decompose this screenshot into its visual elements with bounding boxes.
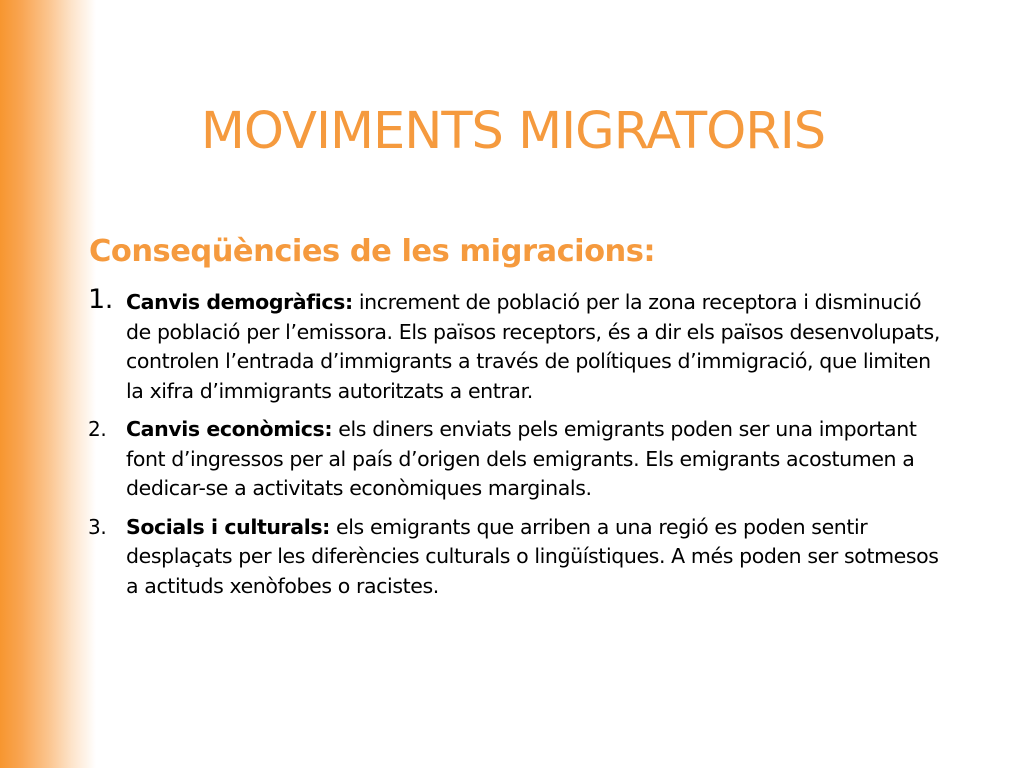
slide-title: MOVIMENTS MIGRATORIS — [200, 102, 826, 161]
list-item-number: 3. — [88, 514, 107, 539]
list-item-text: els diners enviats pels emigrants poden ser una important font d’ingressos per al país d’origen dels emigrants. Els emigrants acostumen a dedicar-se a activitats econòmiques marginals. — [126, 417, 917, 500]
list-item-lead: Canvis demogràfics: — [126, 290, 353, 314]
left-gradient-bar — [0, 0, 96, 768]
list-item-text: els emigrants que arriben a una regió es poden sentir desplaçats per les diferències culturals o lingüístiques. A més poden ser sotmesos a actituds xenòfobes o racistes. — [126, 514, 939, 598]
list-item-demographic — [86, 284, 946, 406]
consequences-list — [86, 284, 946, 610]
list-item-lead: Socials i culturals: — [126, 514, 330, 539]
list-item-economic — [86, 415, 946, 504]
list-item-number: 2. — [88, 417, 107, 441]
list-item-text: increment de població per la zona receptora i disminució de població per l’emissora. Els països receptors, és a dir els països desenvolupats, controlen l’entrada d’immigrants a través de polítiques d’immigració, que limiten la xifra d’immigrants autoritzats a entrar. — [126, 290, 940, 403]
list-item-lead: Canvis econòmics: — [126, 417, 333, 441]
list-item-social-cultural — [86, 513, 946, 602]
list-item-number: 1. — [88, 284, 113, 315]
slide-subtitle: Conseqüències de les migracions: — [89, 234, 656, 269]
